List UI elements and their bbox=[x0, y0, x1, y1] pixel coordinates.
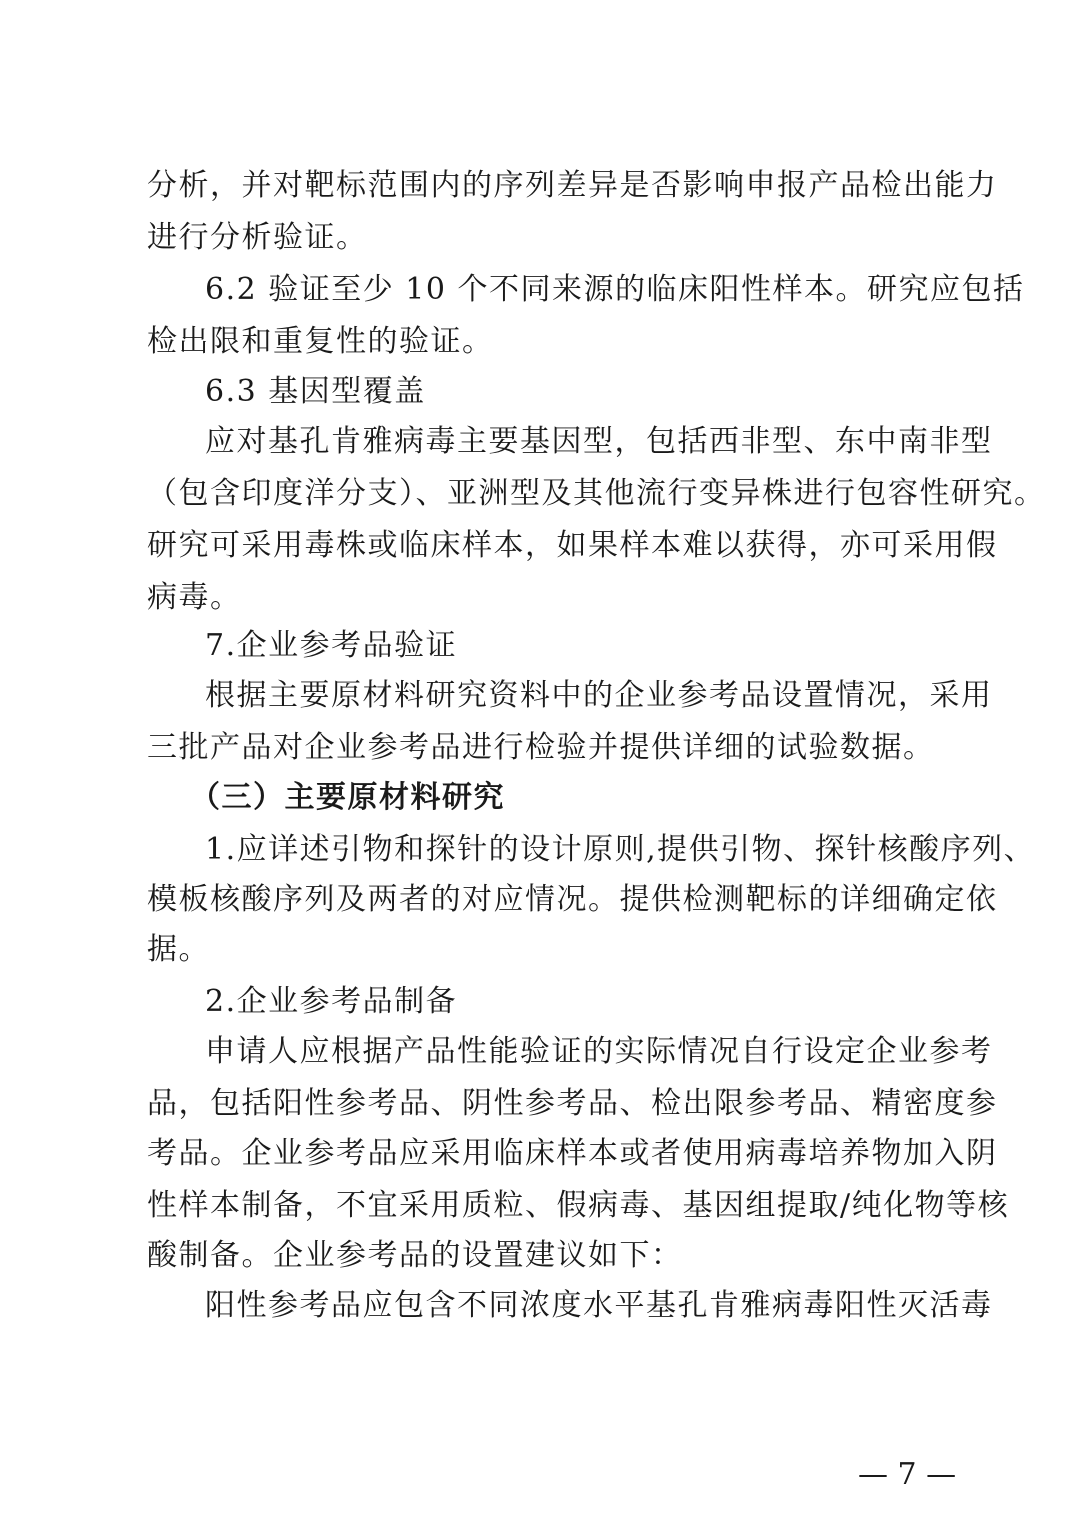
text-line-content: 进行分析验证。 bbox=[147, 220, 368, 255]
text-line bbox=[0, 1032, 1080, 1072]
text-line-content: 据。 bbox=[147, 932, 210, 967]
section-heading bbox=[0, 982, 1080, 1022]
section-heading bbox=[0, 626, 1080, 666]
section-heading bbox=[0, 372, 1080, 412]
text-line-content: 品，包括阳性参考品、阴性参考品、检出限参考品、精密度参 bbox=[147, 1086, 998, 1121]
text-line-content: 1.应详述引物和探针的设计原则,提供引物、探针核酸序列、 bbox=[205, 832, 1036, 867]
text-line bbox=[0, 1186, 1080, 1226]
text-line-content: 三批产品对企业参考品进行检验并提供详细的试验数据。 bbox=[147, 730, 935, 765]
text-line bbox=[0, 578, 1080, 618]
text-line bbox=[0, 930, 1080, 970]
text-line bbox=[0, 1084, 1080, 1124]
text-line-content: 应对基孔肯雅病毒主要基因型，包括西非型、东中南非型 bbox=[205, 424, 993, 459]
text-line bbox=[0, 218, 1080, 258]
text-line bbox=[0, 1134, 1080, 1174]
chapter-heading-text: （三）主要原材料研究 bbox=[190, 780, 505, 815]
text-line-content: 检出限和重复性的验证。 bbox=[147, 324, 494, 359]
text-line bbox=[0, 474, 1080, 514]
text-line-content: 申请人应根据产品性能验证的实际情况自行设定企业参考 bbox=[205, 1034, 993, 1069]
text-line-content: 根据主要原材料研究资料中的企业参考品设置情况，采用 bbox=[205, 678, 993, 713]
text-line-content: 模板核酸序列及两者的对应情况。提供检测靶标的详细确定依 bbox=[147, 882, 998, 917]
text-line-content: 性样本制备，不宜采用质粒、假病毒、基因组提取/纯化物等核 bbox=[147, 1188, 1010, 1223]
text-line bbox=[0, 422, 1080, 462]
text-line bbox=[0, 322, 1080, 362]
section-heading-text: 7.企业参考品验证 bbox=[205, 628, 458, 663]
page-number: — 7 — bbox=[858, 1457, 957, 1492]
text-line-content: 研究可采用毒株或临床样本，如果样本难以获得，亦可采用假 bbox=[147, 528, 998, 563]
text-line bbox=[0, 676, 1080, 716]
chapter-heading bbox=[0, 778, 1080, 818]
section-heading-text: 6.3 基因型覆盖 bbox=[205, 374, 426, 409]
text-line bbox=[0, 166, 1080, 206]
text-line-content: 6.2 验证至少 10 个不同来源的临床阳性样本。研究应包括 bbox=[205, 272, 1025, 307]
text-line-content: 酸制备。企业参考品的设置建议如下： bbox=[147, 1238, 683, 1273]
text-line bbox=[0, 270, 1080, 310]
text-line-content: 病毒。 bbox=[147, 580, 242, 615]
text-line-content: （包含印度洋分支）、亚洲型及其他流行变异株进行包容性研究。 bbox=[147, 476, 1046, 511]
text-line bbox=[0, 830, 1080, 870]
text-line bbox=[0, 880, 1080, 920]
text-line-content: 阳性参考品应包含不同浓度水平基孔肯雅病毒阳性灭活毒 bbox=[205, 1288, 993, 1323]
text-line bbox=[0, 728, 1080, 768]
text-line bbox=[0, 1286, 1080, 1326]
text-line-content: 分析，并对靶标范围内的序列差异是否影响申报产品检出能力 bbox=[147, 168, 998, 203]
text-line bbox=[0, 526, 1080, 566]
text-line-content: 考品。企业参考品应采用临床样本或者使用病毒培养物加入阴 bbox=[147, 1136, 998, 1171]
text-line bbox=[0, 1236, 1080, 1276]
section-heading-text: 2.企业参考品制备 bbox=[205, 984, 458, 1019]
